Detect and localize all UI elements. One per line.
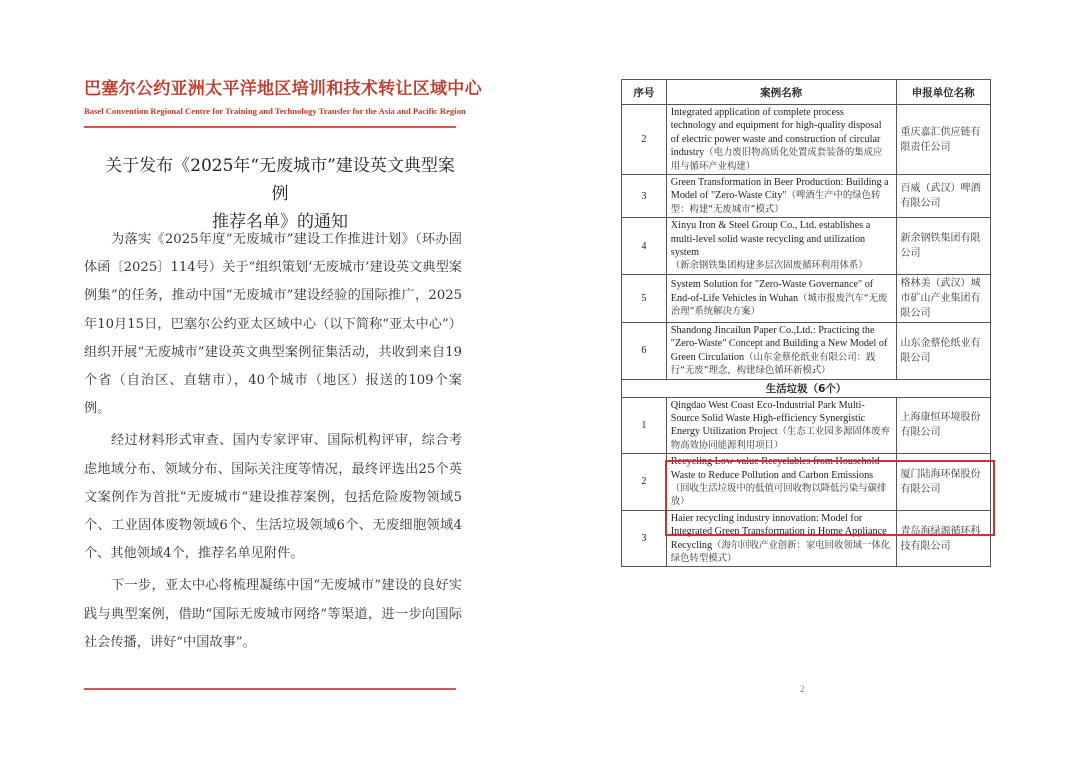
case-name <box>666 397 896 454</box>
case-name <box>666 322 896 379</box>
case-name <box>666 454 896 511</box>
org-name-cn: 巴塞尔公约亚洲太平洋地区培训和技术转让区域中心 <box>84 79 482 99</box>
case-name-en: Haier recycling industry innovation: Model for Integrated Green Transformation in Home Appliance Recycling <box>670 512 887 551</box>
header-no: 序号 <box>622 80 667 105</box>
case-name <box>666 175 896 218</box>
notice-title-line1: 关于发布《2025年“无废城市”建设英文典型案例 <box>105 156 455 204</box>
case-name-cn: （回收生活垃圾中的低值可回收物以降低污染与碳排放） <box>670 482 887 508</box>
case-name-cn: （新余钢铁集团构建多层次固废循环利用体系） <box>670 260 868 272</box>
header-unit: 申报单位名称 <box>896 80 991 105</box>
row-no: 2 <box>622 454 667 511</box>
case-name-cn: （啤酒生产中的绿色转型：构建“无废城市”模式） <box>670 190 881 215</box>
header-name: 案例名称 <box>666 80 896 105</box>
applicant-unit: 青岛海绿源循环科技有限公司 <box>896 510 991 567</box>
row-no: 4 <box>622 218 667 275</box>
paragraph-3: 下一步，亚太中心将梳理凝练中国“无废城市”建设的良好实践与典型案例，借助“国际无废城市网络”等渠道，进一步向国际社会传播，讲好“中国故事”。 <box>84 578 462 650</box>
org-name-en: Basel Convention Regional Centre for Training and Technology Transfer for the Asia and Pacific Region <box>84 106 466 116</box>
table-row <box>622 510 991 567</box>
table-row <box>622 105 991 175</box>
row-no: 1 <box>622 397 667 454</box>
applicant-unit: 新余钢铁集团有限公司 <box>896 218 991 275</box>
case-name-en: Shandong Jincailun Paper Co.,Ltd.: Practicing the "Zero-Waste" Concept and Building a New Model of Green Circulation <box>670 324 888 363</box>
applicant-unit: 重庆嘉汇供应链有限责任公司 <box>896 105 991 175</box>
case-table <box>621 79 991 567</box>
case-name-en: Recycling Low-value Recyclables from Household Waste to Reduce Pollution and Carbon Emissions <box>670 456 880 481</box>
row-no: 6 <box>622 322 667 379</box>
case-name-en: Integrated application of complete process technology and equipment for high-quality disposal of electric power waste and construction of circular industry <box>670 107 882 159</box>
case-name-cn: （城市报废汽车“无废治理”系统解决方案） <box>670 292 888 318</box>
applicant-unit: 山东金蔡伦纸业有限公司 <box>896 322 991 379</box>
header-divider <box>84 126 456 128</box>
applicant-unit: 上海康恒环境股份有限公司 <box>896 397 991 454</box>
page-number: 2 <box>800 684 805 694</box>
notice-body <box>84 226 462 661</box>
row-no: 3 <box>622 510 667 567</box>
notice-title <box>100 152 460 236</box>
case-name-cn: （生态工业园多源固体废弃物高效协同能源利用项目） <box>670 426 891 451</box>
case-name-en: Xinyu Iron & Steel Group Co., Ltd. establishes a multi-level solid waste recycling and utilization system <box>670 220 871 259</box>
table-row <box>622 218 991 275</box>
row-no: 5 <box>622 274 667 322</box>
applicant-unit: 厦门陆海环保股份有限公司 <box>896 454 991 511</box>
case-name-en: Qingdao West Coast Eco-Industrial Park Multi-Source Solid Waste High-efficiency Synergistic Energy Utilization Project <box>670 399 866 438</box>
row-no: 3 <box>622 175 667 218</box>
applicant-unit: 百威（武汉）啤酒有限公司 <box>896 175 991 218</box>
notice-title-line2: 推荐名单》的通知 <box>212 212 348 232</box>
applicant-unit: 格林美（武汉）城市矿山产业集团有限公司 <box>896 274 991 322</box>
paragraph-2: 经过材料形式审查、国内专家评审、国际机构评审，综合考虑地域分布、领域分布、国际关注度等情况，最终评选出25个英文案例作为首批“无废城市”建设推荐案例，包括危险废物领域5个、工业固体废物领域6个、生活垃圾领域6个、无废细胞领域4个、其他领域4个，推荐名单见附件。 <box>84 433 462 562</box>
paragraph-1: 为落实《2025年度“无废城市”建设工作推进计划》（环办固体函〔2025〕114号）关于“组织策划‘无废城市’建设英文典型案例集”的任务，推动中国“无废城市”建设经验的国际推广，2025年10月15日，巴塞尔公约亚太区域中心（以下简称“亚太中心”）组织开展“无废城市”建设英文典型案例征集活动，共收到来自19个省（自治区、直辖市），40个城市（地区）报送的109个案例。 <box>84 232 462 417</box>
section-label: 生活垃圾（6个） <box>622 379 991 397</box>
section-row <box>622 379 991 397</box>
row-no: 2 <box>622 105 667 175</box>
table-row <box>622 454 991 511</box>
table-row <box>622 274 991 322</box>
case-name <box>666 510 896 567</box>
case-name-en: System Solution for "Zero-Waste Governance" of End-of-Life Vehicles in Wuhan <box>670 279 874 304</box>
table-header-row <box>622 80 991 105</box>
table-row <box>622 322 991 379</box>
case-name-cn: （山东金蔡伦纸业有限公司：践行“无废”理念，构建绿色循环新模式） <box>670 351 876 377</box>
table-row <box>622 397 991 454</box>
footer-divider <box>84 688 456 690</box>
case-name-en: Green Transformation in Beer Production: Building a Model of "Zero-Waste City" <box>670 177 889 202</box>
case-name-cn: （电力废旧物高质化处置成套装备的集成应用与循环产业构建） <box>670 147 883 172</box>
case-name <box>666 105 896 175</box>
case-name <box>666 274 896 322</box>
case-name-cn: （海尔回收产业创新：家电回收领域一体化绿色转型模式） <box>670 539 891 564</box>
table-row <box>622 175 991 218</box>
case-name <box>666 218 896 275</box>
